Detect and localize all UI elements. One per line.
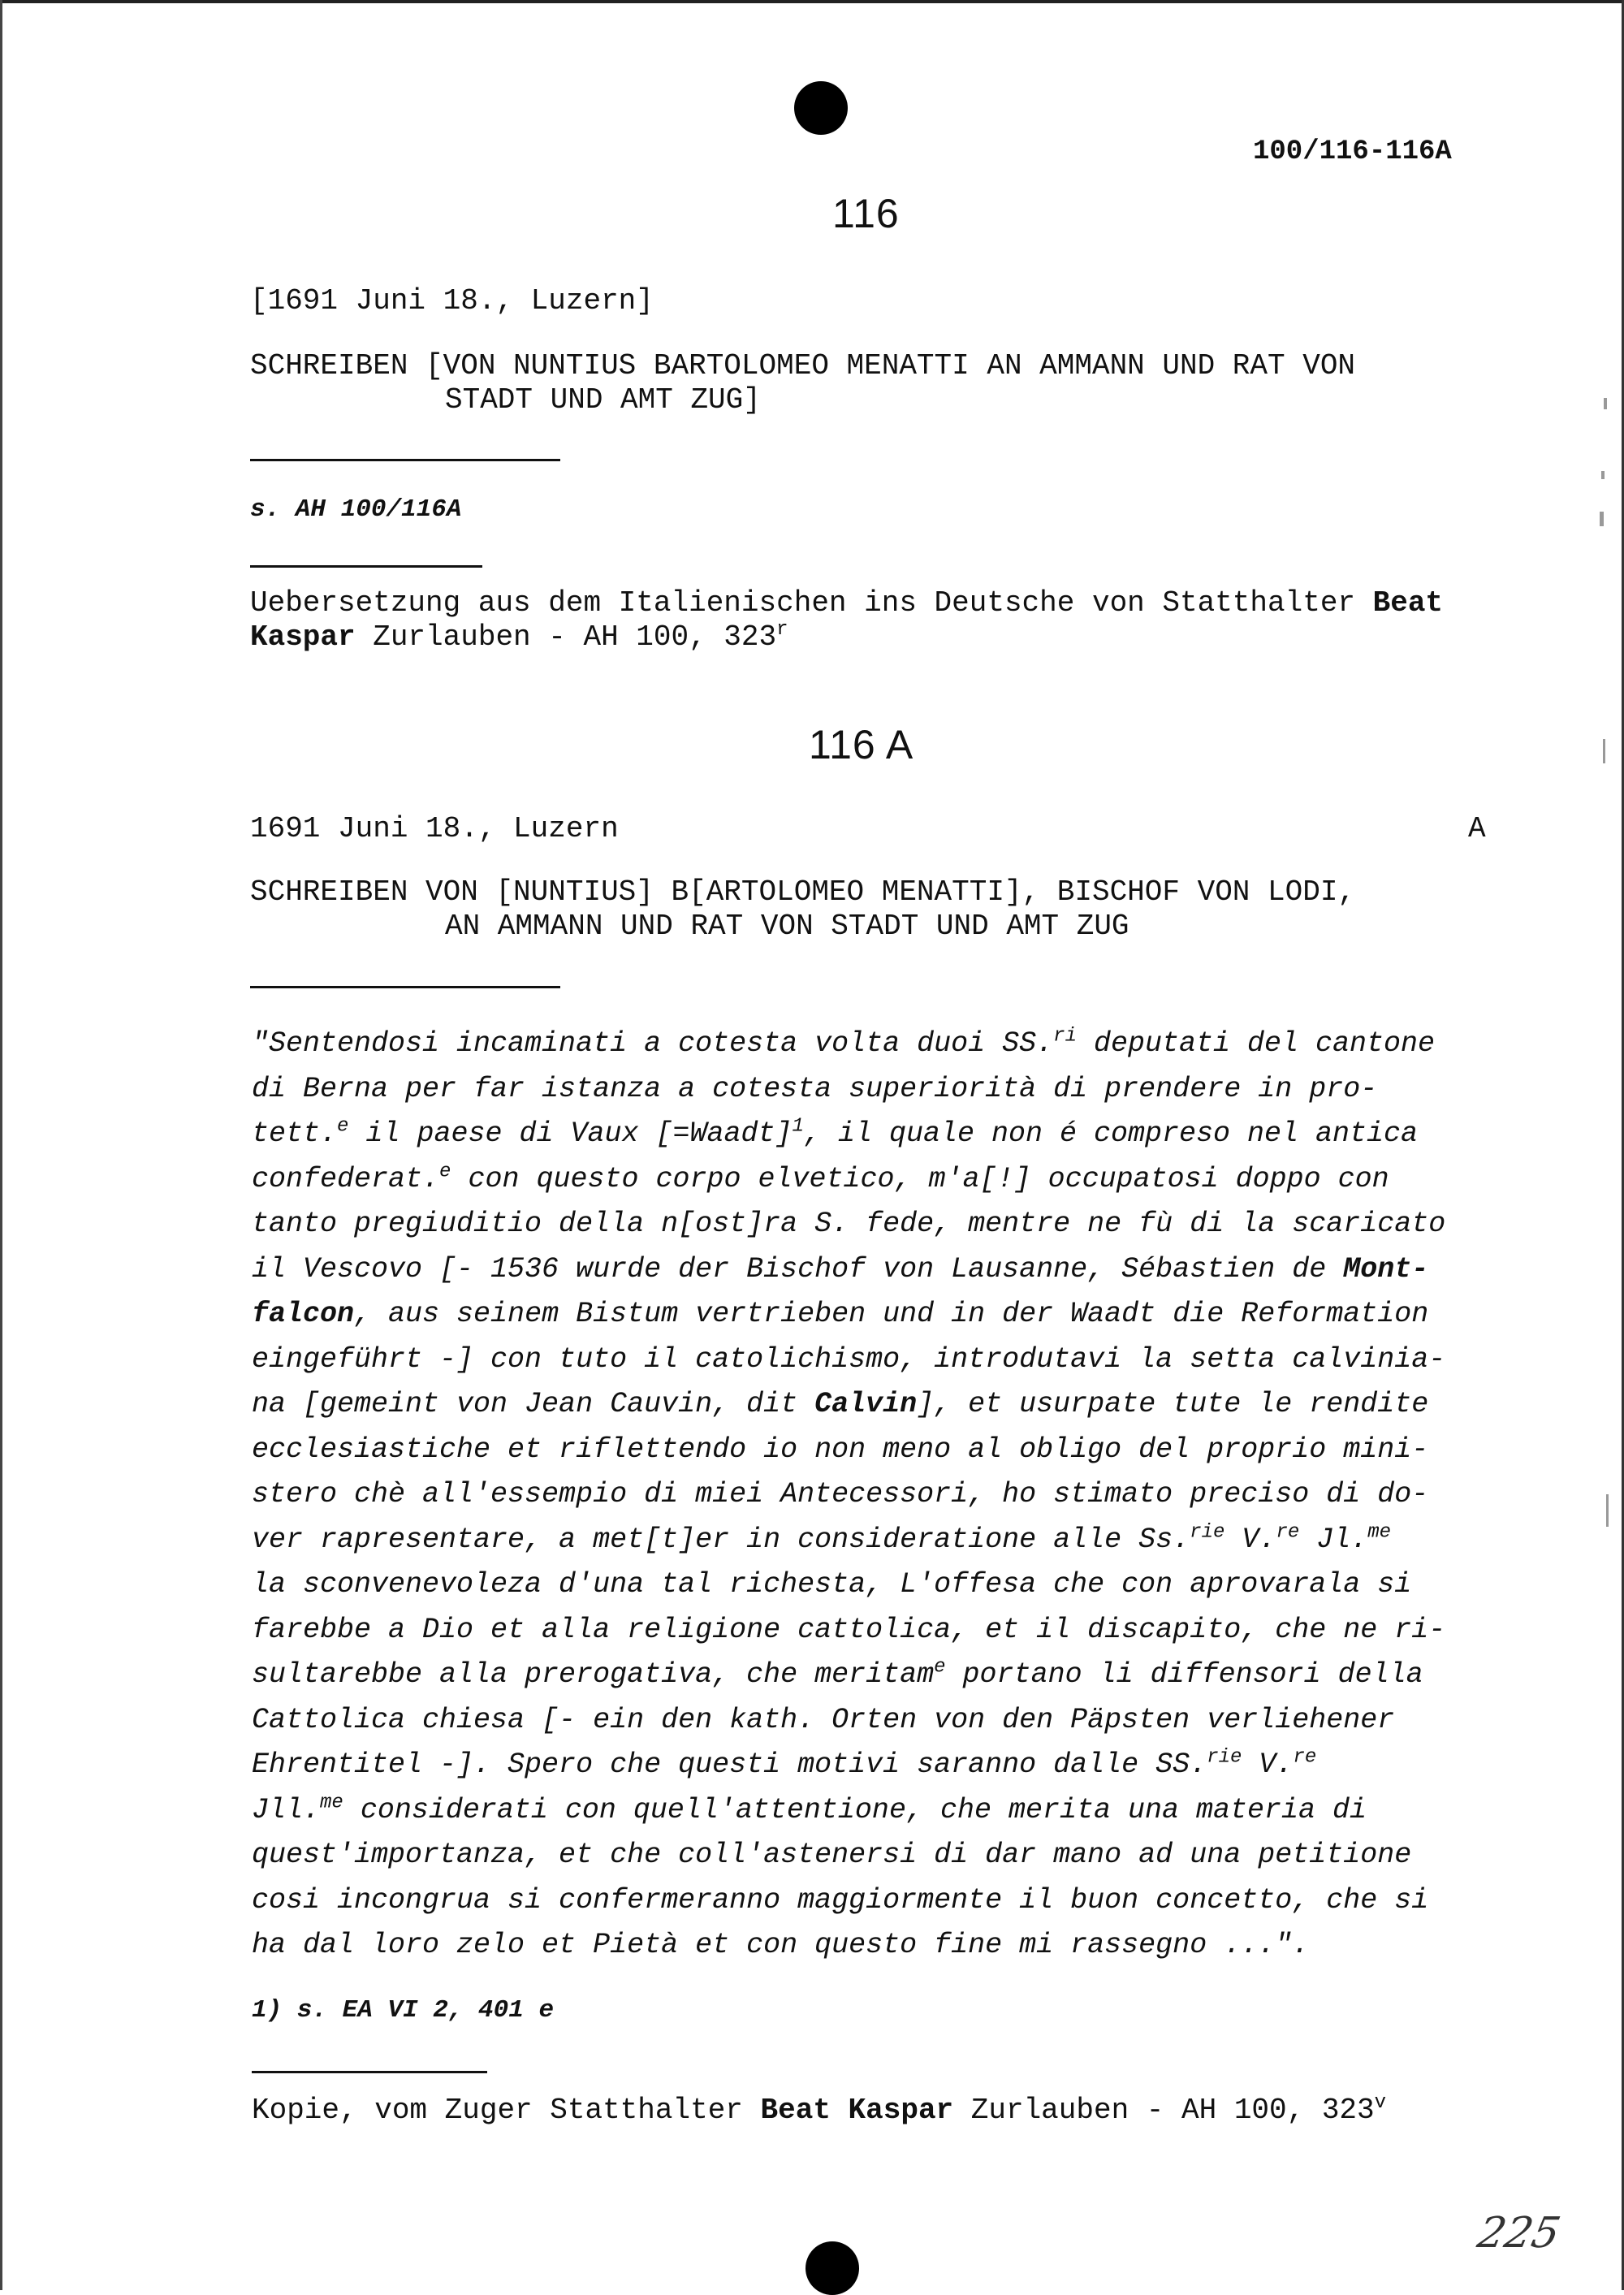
separator-rule (250, 986, 560, 988)
handwritten-page-number: 225 (1473, 2209, 1565, 2258)
letter-line: stero chè all'essempio di miei Antecessori, ho stimato preciso di do- (252, 1478, 1429, 1511)
scan-speck (1604, 398, 1607, 409)
letter-line: ecclesiastiche et riflettendo io non meno al obligo del proprio mini- (252, 1433, 1429, 1466)
letter-line: "Sentendosi incaminati a cotesta volta duoi SS.$^{ri}$ deputati del cantone (252, 1025, 1436, 1060)
entry-date-place-116a: 1691 Juni 18., Luzern (250, 812, 619, 845)
separator-rule (250, 565, 482, 568)
letter-line: Ehrentitel -]. Spero che questi motivi saranno dalle SS.$^{rie}$ V.$^{re}$ (252, 1746, 1317, 1781)
translation-note-line2 (250, 620, 1443, 655)
footnote-ref: 1 (792, 1115, 804, 1138)
footnote: 1) s. EA VI 2, 401 e (252, 1996, 555, 2025)
letter-line: di Berna per far istanza a cotesta superiorità di prendere in pro- (252, 1072, 1378, 1105)
letter-line: confederat.$^e$ con questo corpo elvetico, m'a[!] occupatosi doppo con (252, 1160, 1389, 1195)
copy-note-name: Beat Kaspar (760, 2094, 954, 2127)
document-number-116a: 116 A (809, 722, 914, 767)
entry-title (250, 349, 1355, 417)
translation-note (250, 586, 1443, 655)
copy-note (252, 2094, 1386, 2127)
letter-line: cosi incongrua si confermeranno maggiormente il buon concetto, che si (252, 1883, 1429, 1917)
folio-verso-mark: v (1374, 2092, 1387, 2114)
letter-line: ver rapresentare, a met[t]er in consideratione alle Ss.$^{rie}$ V.$^{re}$ Jl.$^{me}$ (252, 1520, 1392, 1556)
entry-title-116a-line2: AN AMMANN UND RAT VON STADT UND AMT ZUG (445, 910, 1129, 943)
translation-note-line1 (250, 586, 1443, 620)
scan-speck (1606, 1494, 1609, 1527)
entry-title-line1: SCHREIBEN [VON NUNTIUS BARTOLOMEO MENATTI AN AMMANN UND RAT VON (250, 349, 1356, 382)
translation-source: Zurlauben - AH 100, 323 (355, 620, 777, 654)
letter-line: farebbe a Dio et alla religione cattolica, et il discapito, che ne ri- (252, 1613, 1446, 1646)
letter-line: sultarebbe alla prerogativa, che meritam$^e$ portano li diffensori della (252, 1656, 1423, 1691)
separator-rule (250, 459, 560, 461)
letter-line: Cattolica chiesa [- ein den kath. Orten von den Päpsten verliehener (252, 1703, 1395, 1736)
letter-line: ha dal loro zelo et Pietà et con questo fine mi rassegno ...". (252, 1929, 1310, 1961)
entry-title-line2: STADT UND AMT ZUG] (445, 383, 761, 417)
letter-line: il Vescovo [- 1536 wurde der Bischof von Lausanne, Sébastien de Mont- (252, 1252, 1429, 1286)
letter-line: na [gemeint von Jean Cauvin, dit Calvin], et usurpate tute le rendite (252, 1388, 1429, 1420)
document-reference: 100/116-116A (1253, 136, 1452, 167)
scan-speck (1601, 471, 1605, 479)
punch-hole-bottom (806, 2241, 859, 2295)
translation-text: Uebersetzung aus dem Italienischen ins Deutsche von Statthalter (250, 586, 1373, 620)
entry-title-116a-line1: SCHREIBEN VON [NUNTIUS] B[ARTOLOMEO MENATTI], BISCHOF VON LODI, (250, 875, 1356, 909)
letter-line: falcon, aus seinem Bistum vertrieben und in der Waadt die Reformation (252, 1298, 1429, 1330)
copy-note-text: Kopie, vom Zuger Statthalter (252, 2094, 761, 2127)
see-reference: s. AH 100/116A (250, 495, 462, 524)
punch-hole-top (794, 81, 848, 135)
translator-middle-name: Kaspar (250, 620, 356, 654)
copy-note-source: Zurlauben - AH 100, 323 (953, 2094, 1375, 2127)
entry-date-place: [1691 Juni 18., Luzern] (250, 284, 654, 318)
folio-recto-mark: r (776, 619, 788, 641)
entry-title-116a (250, 875, 1355, 944)
letter-text (252, 1022, 1486, 1969)
document-number: 116 (832, 191, 900, 236)
translator-first-name: Beat (1372, 586, 1444, 620)
letter-line: eingeführt -] con tuto il catolichismo, introdutavi la setta calvinia- (252, 1342, 1446, 1376)
letter-line: tett.$^e$ il paese di Vaux [=Waadt]$^1$, il quale non é compreso nel antica (252, 1115, 1419, 1150)
letter-line: tanto pregiuditio della n[ost]ra S. fede, mentre ne fù di la scaricato (252, 1208, 1446, 1240)
scan-edge-top (0, 0, 1624, 3)
scan-edge-left (0, 0, 2, 2290)
letter-line: Jll.$^{me}$ considerati con quell'attentione, che merita una materia di (252, 1791, 1367, 1826)
letter-line: quest'importanza, et che coll'astenersi di dar mano ad una petitione (252, 1839, 1412, 1871)
entry-marker: A (1468, 812, 1486, 845)
scan-speck (1603, 739, 1605, 763)
separator-rule (252, 2071, 487, 2073)
letter-line: la sconvenevoleza d'una tal richesta, L'offesa che con aprovarala si (252, 1568, 1412, 1601)
scan-speck (1600, 512, 1604, 526)
